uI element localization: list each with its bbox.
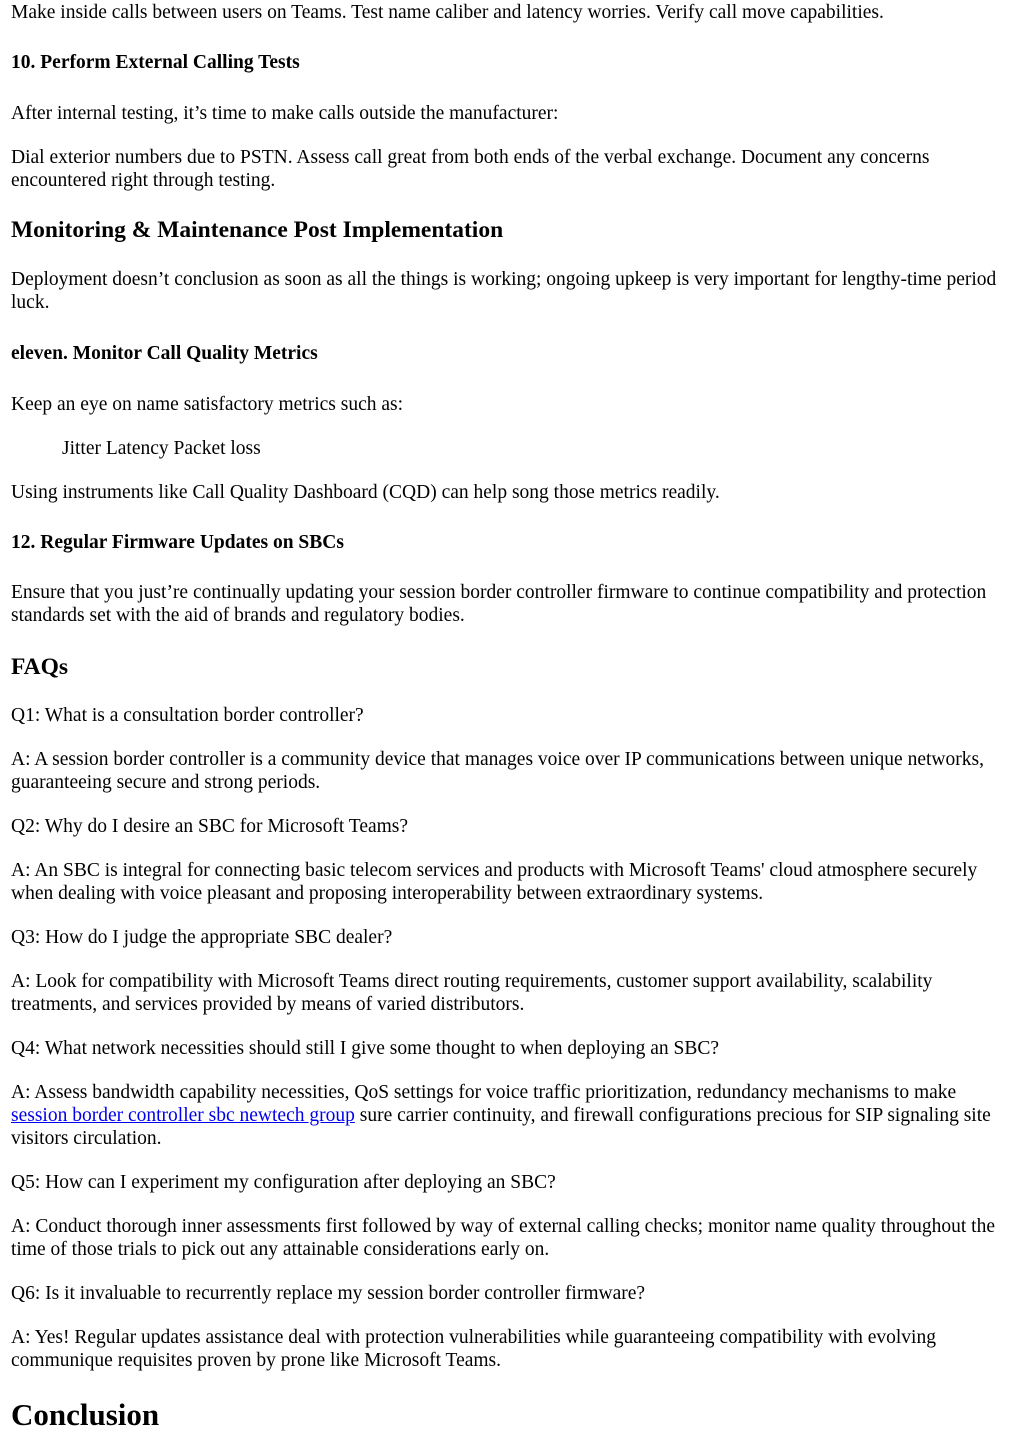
faq-answer-2: A: An SBC is integral for connecting basic telecom services and products with Microsoft Teams' cloud atmosphere securely when dealing with voice pleasant and proposing interoperability between extraordinary systems.: [11, 860, 978, 904]
paragraph-keep-an-eye: Keep an eye on name satisfactory metrics such as:: [11, 394, 404, 415]
heading-monitoring-maintenance: Monitoring & Maintenance Post Implementation: [11, 217, 504, 243]
paragraph-cqd-tools: Using instruments like Call Quality Dashboard (CQD) can help song those metrics readily.: [11, 482, 720, 503]
paragraph-after-internal-testing: After internal testing, it’s time to make calls outside the manufacturer:: [11, 103, 559, 124]
faq-answer-6: A: Yes! Regular updates assistance deal with protection vulnerabilities while guaranteeing compatibility with evolving communique requisites proven by prone like Microsoft Teams.: [11, 1327, 936, 1371]
faq-question-1: Q1: What is a consultation border controller?: [11, 705, 364, 726]
heading-faqs: FAQs: [11, 654, 69, 680]
faq-answer-1: A: A session border controller is a community device that manages voice over IP communications between unique networks, guaranteeing secure and strong periods.: [11, 749, 984, 793]
heading-firmware-updates: 12. Regular Firmware Updates on SBCs: [11, 532, 344, 553]
paragraph-internal-calls: Make inside calls between users on Teams. Test name caliber and latency worries. Verify call move capabilities.: [11, 2, 884, 23]
faq-question-4: Q4: What network necessities should still I give some thought to when deploying an SBC?: [11, 1038, 720, 1059]
faq-answer-5: A: Conduct thorough inner assessments first followed by way of external calling checks; monitor name quality throughout the time of those trials to pick out any attainable considerations early on.: [11, 1216, 995, 1260]
faq-question-2: Q2: Why do I desire an SBC for Microsoft Teams?: [11, 816, 409, 837]
metrics-list: Jitter Latency Packet loss: [62, 438, 261, 459]
heading-monitor-call-quality: eleven. Monitor Call Quality Metrics: [11, 343, 318, 364]
faq-question-6: Q6: Is it invaluable to recurrently replace my session border controller firmware?: [11, 1283, 646, 1304]
faq-answer-4-text-before: A: Assess bandwidth capability necessities, QoS settings for voice traffic prioritization, redundancy mechanisms to make: [11, 1082, 957, 1103]
paragraph-firmware-ensure: Ensure that you just’re continually updating your session border controller firmware to continue compatibility and protection standards set with the aid of brands and regulatory bodies.: [11, 582, 987, 626]
paragraph-dial-exterior: Dial exterior numbers due to PSTN. Assess call great from both ends of the verbal exchange. Document any concerns encountered right through testing.: [11, 147, 930, 191]
faq-answer-4: [11, 1081, 1016, 1150]
faq-question-3: Q3: How do I judge the appropriate SBC dealer?: [11, 927, 393, 948]
heading-external-calling-tests: 10. Perform External Calling Tests: [11, 52, 300, 73]
faq-answer-3: A: Look for compatibility with Microsoft Teams direct routing requirements, customer support availability, scalability treatments, and services provided by means of varied distributors.: [11, 971, 933, 1015]
faq-question-5: Q5: How can I experiment my configuration after deploying an SBC?: [11, 1172, 556, 1193]
heading-conclusion: Conclusion: [11, 1397, 160, 1432]
sbc-newtech-group-link[interactable]: session border controller sbc newtech group: [11, 1105, 355, 1126]
faq-answer-4-text-after: sure carrier continuity, and firewall configurations precious for SIP signaling site visitors circulation.: [11, 1105, 991, 1149]
paragraph-deployment-upkeep: Deployment doesn’t conclusion as soon as all the things is working; ongoing upkeep is very important for lengthy-time period luck.: [11, 269, 997, 313]
